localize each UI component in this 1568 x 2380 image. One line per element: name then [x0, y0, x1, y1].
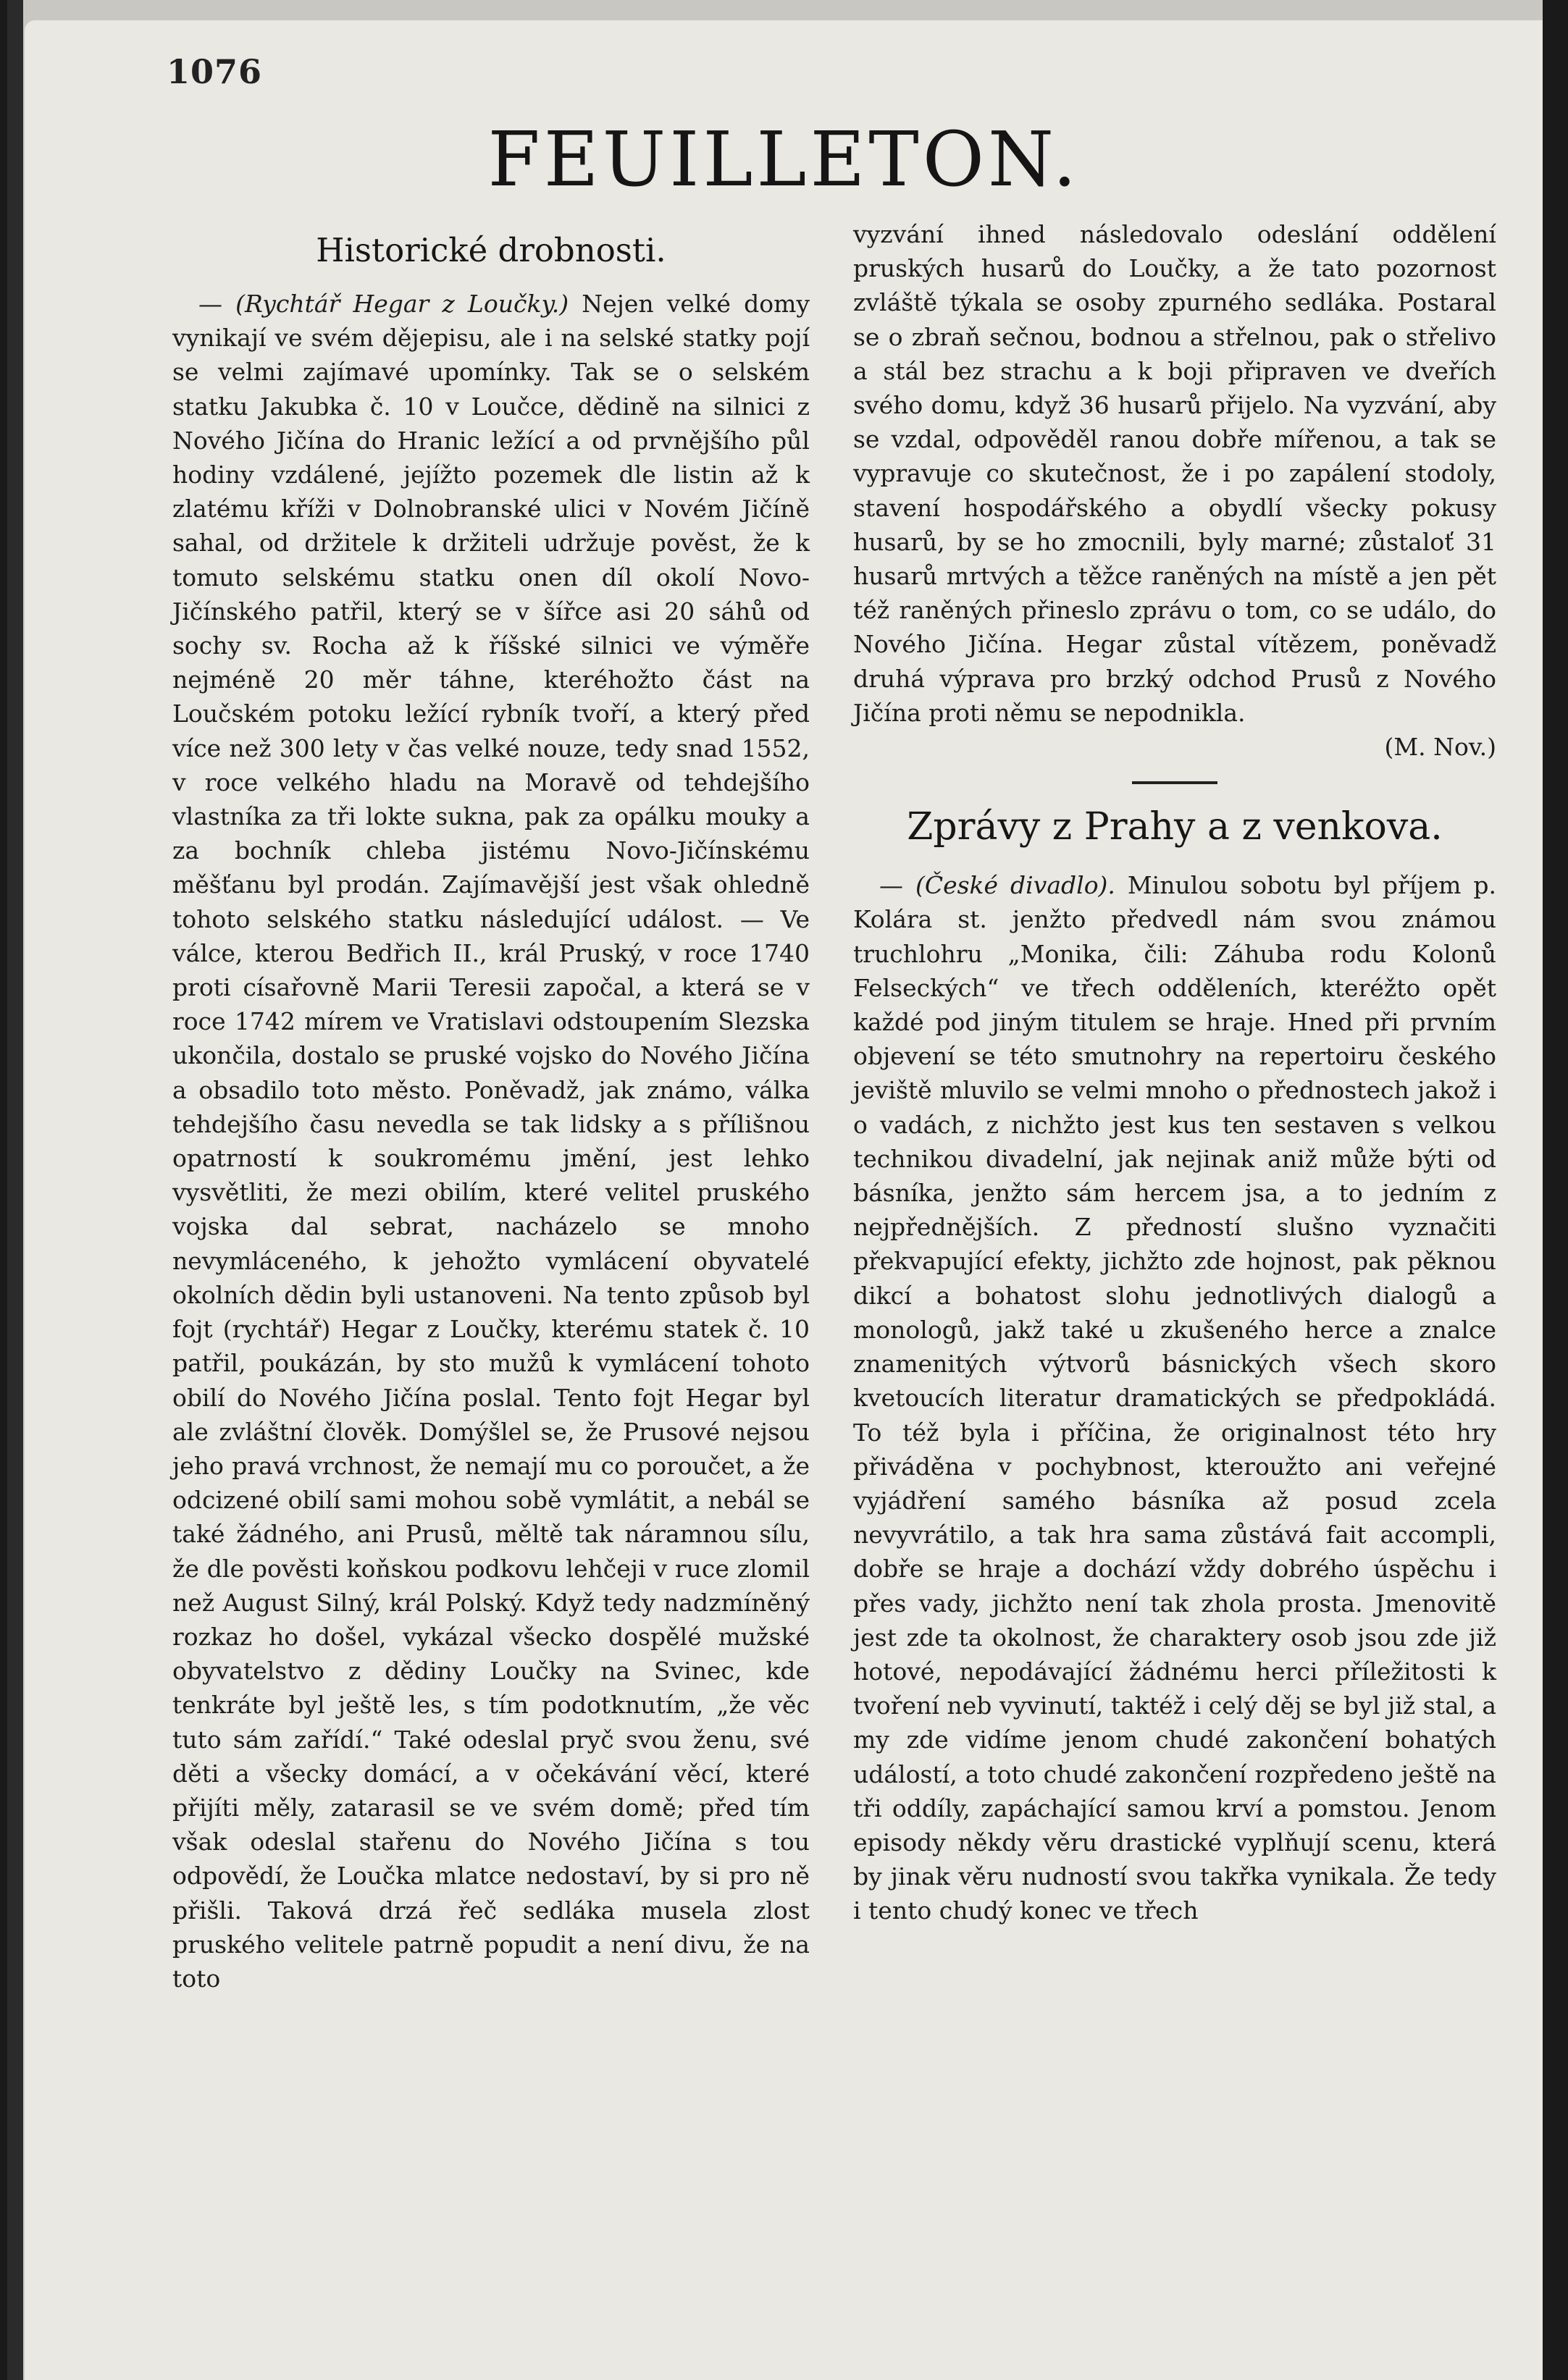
section-title: FEUILLETON. — [487, 115, 1081, 203]
left-column-heading: Historické drobnosti. — [316, 231, 666, 269]
right-article — [853, 868, 1496, 1927]
left-article-dash: — — [198, 290, 222, 318]
article-signature: (M. Nov.) — [1384, 733, 1496, 762]
left-article-title: (Rychtář Hegar z Loučky.) — [235, 290, 569, 318]
right-article-body: Minulou sobotu byl příjem p. Kolára st. jenžto předvedl nám svou známou truchlohru „Monika, čili: Záhuba rodu Kolonů Felseckých“ ve třech odděleních, kteréžto opět každé pod jiným titulem se hraje. Hned při prvním objevení se této smutnohry na repertoiru českého jeviště mluvilo se velmi mnoho o přednostech jakož i o vadách, z nichžto jest kus ten sestaven s velkou technikou divadelní, jak nejinak aniž může býti od básníka, jenžto sám hercem jsa, a to jedním z nejpřednějších. Z předností slušno vyznačiti překvapující efekty, jichžto zde hojnost, pak pěknou dikcí a bohatost slohu jednotlivých dialogů a monologů, jakž také u zkušeného herce a znalce znamenitých výtvorů básnických všech skoro kvetoucích literatur dramatických se předpokládá. To též byla i příčina, že originalnost této hry přiváděna v pochybnost, kteroužto ani veřejné vyjádření samého básníka až posud zcela nevyvrátilo, a tak hra sama zůstává fait accompli, dobře se hraje a dochází vždy dobrého úspěchu i přes vady, jichžto není tak zhola prosta. Jmenovitě jest zde ta okolnost, že charaktery osob jsou zde již hotové, nepodávající žádnému herci příležitosti k tvoření neb vyvinutí, taktéž i celý děj se byl již stal, a my zde vidíme jenom chudé zakončení bohatých událostí, a toto chudé zakončení rozpředeno ještě na tři oddíly, zapáchající samou krví a pomstou. Jenom episody někdy věru drastické vyplňují scenu, která by jinak věru nudností svou takřka vynikala. Že tedy i tento chudý konec ve třech — [853, 871, 1496, 1925]
right-article-dash: — — [879, 871, 903, 900]
page-number: 1076 — [167, 52, 263, 91]
left-column — [172, 217, 810, 1996]
binding-edge — [7, 0, 23, 2380]
left-article-body: Nejen velké domy vynikají ve svém dějepisu, ale i na selské statky pojí se velmi zajímavé upomínky. Tak se o selském statku Jakubka č. 10 v Loučce, dědině na silnici z Nového Jičína do Hranic ležící a od prvnějšího půl hodiny vzdálené, jejížto pozemek dle listin až k zlatému kříži v Dolnobranské ulici v Novém Jičíně sahal, od držitele k držiteli udržuje pověst, že k tomuto selskému statku onen díl okolí Novo-Jičínského patřil, který se v šířce asi 20 sáhů od sochy sv. Rocha až k říšské silnici ve výměře nejméně 20 měr táhne, kteréhožto část na Loučském potoku ležící rybník tvoří, a který před více než 300 lety v čas velké nouze, tedy snad 1552, v roce velkého hladu na Moravě od tehdejšího vlastníka za tři lokte sukna, pak za opálku mouky a za bochník chleba jistému Novo-Jičínskému měšťanu byl prodán. Zajímavější jest však ohledně tohoto selského statku následující událost. — Ve válce, kterou Bedřich II., král Pruský, v roce 1740 proti císařovně Marii Teresii započal, a která se v roce 1742 mírem ve Vratislavi odstoupením Slezska ukončila, dostalo se pruské vojsko do Nového Jičína a obsadilo toto město. Poněvadž, jak známo, válka tehdejšího času nevedla se tak lidsky a s přílišnou opatrností k soukromému jmění, jest lehko vysvětliti, že mezi obilím, které velitel pruského vojska dal sebrat, nacházelo se mnoho nevymláceného, k jehožto vymlácení obyvatelé okolních dědin byli ustanoveni. Na tento způsob byl fojt (rychtář) Hegar z Loučky, kterému statek č. 10 patřil, poukázán, by sto mužů k vymlácení tohoto obilí do Nového Jičína poslal. Tento fojt Hegar byl ale zvláštní člověk. Domýšlel se, že Prusové nejsou jeho pravá vrchnost, že nemají mu co poroučet, a že odcizené obilí sami mohou sobě vymlátit, a nebál se také žádného, ani Prusů, měltě tak náramnou sílu, že dle pověsti koňskou podkovu lehčeji v ruce zlomil než August Silný, král Polský. Když tedy nadzmíněný rozkaz ho došel, vykázal všecko dospělé mužské obyvatelstvo z dědiny Loučky na Svinec, kde tenkráte byl ještě les, s tím podotknutím, „že věc tuto sám zařídí.“ Také odeslal pryč svou ženu, své děti a všecky domácí, a v očekávání věcí, které přijíti měly, zatarasil se ve svém domě; před tím však odeslal stařenu do Nového Jičína s tou odpovědí, že Loučka mlatce nedostaví, by si pro ně přišli. Taková drzá řeč sedláka musela zlost pruského velitele patrně popudit a není divu, že na toto — [172, 290, 810, 1993]
right-column — [853, 217, 1496, 1928]
section-divider — [1132, 781, 1217, 784]
right-continuation-text: vyzvání ihned následovalo odeslání oddělení pruských husarů do Loučky, a že tato pozornost zvláště týkala se osoby zpurného sedláka. Postaral se o zbraň sečnou, bodnou a střelnou, pak o střelivo a stál bez strachu a k boji připraven ve dveřích svého domu, když 36 husarů přijelo. Na vyzvání, aby se vzdal, odpověděl ranou dobře mířenou, a tak se vypravuje co skutečnost, že i po zapálení stodoly, stavení hospodářského a obydlí všecky pokusy husarů, by se ho zmocnili, byly marné; zůstaloť 31 husarů mrtvých a těžce raněných na místě a jen pět též raněných přineslo zprávu o tom, co se událo, do Nového Jičína. Hegar zůstal vítězem, poněvadž druhá výprava pro brzký odchod Prusů z Nového Jičína proti němu se nepodnikla. — [853, 220, 1496, 727]
right-column-heading: Zprávy z Prahy a z venkova. — [907, 805, 1443, 849]
left-article — [172, 287, 810, 1996]
right-article-title: (České divadlo). — [915, 871, 1115, 900]
right-continuation — [853, 217, 1496, 764]
